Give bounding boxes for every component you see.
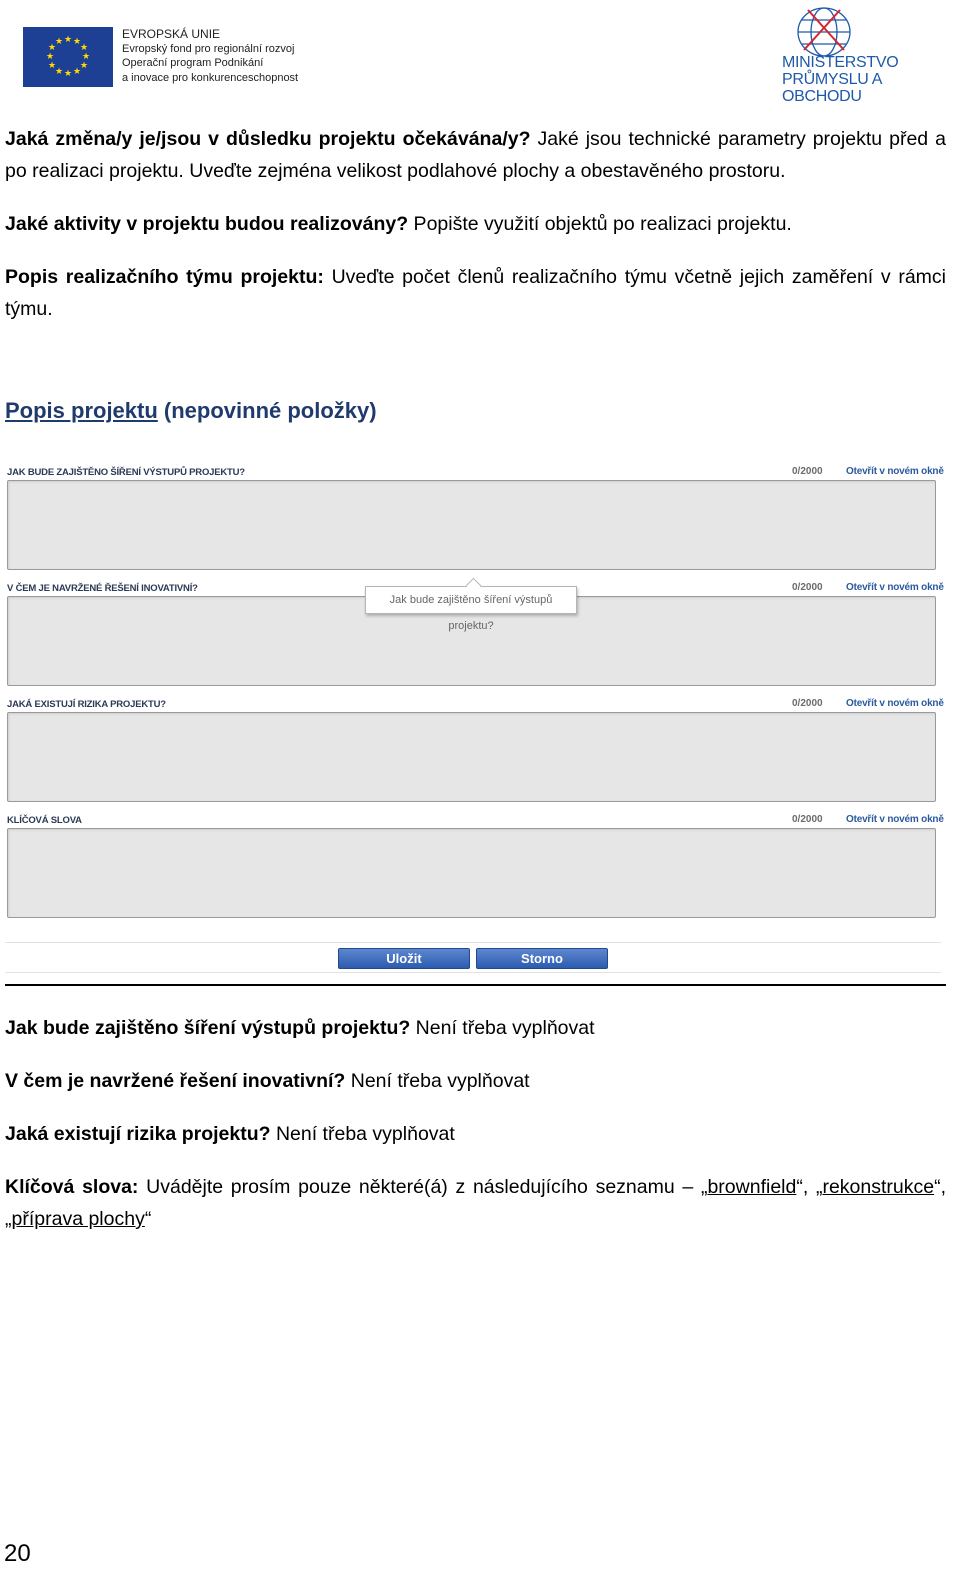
question-text: Popište využití objektů po realizaci projektu. (408, 213, 792, 235)
svg-text:★: ★ (72, 37, 82, 47)
paragraph-expected-change (5, 123, 946, 187)
note-bold: Jaká existují rizika projektu? (5, 1123, 271, 1145)
cancel-button[interactable]: Storno (476, 948, 608, 969)
separator: “, „ (796, 1176, 823, 1198)
keyword-rekonstrukce-link[interactable]: rekonstrukce (822, 1176, 935, 1198)
field-tooltip: Jak bude zajištěno šíření výstupů projektu? (365, 586, 577, 614)
svg-text:★: ★ (79, 43, 89, 53)
separator: “, „ (5, 1176, 947, 1230)
eu-line-1: EVROPSKÁ UNIE (122, 27, 221, 41)
svg-text:★: ★ (79, 61, 89, 71)
svg-text:★: ★ (47, 61, 57, 71)
page-number: 20 (4, 1540, 31, 1567)
open-new-window-link[interactable]: Otevřít v novém okně (846, 466, 944, 477)
keyword-priprava-plochy-link[interactable]: příprava plochy (11, 1208, 145, 1230)
keywords-textarea[interactable] (7, 828, 936, 918)
open-new-window-link[interactable]: Otevřít v novém okně (846, 582, 944, 593)
eu-line-4: a inovace pro konkurenceschopnost (122, 71, 299, 84)
section-title (5, 398, 377, 424)
note-dissemination (5, 1012, 946, 1044)
eu-program-text (122, 27, 298, 85)
char-counter: 0/2000 (792, 466, 823, 477)
button-bar-divider (5, 972, 941, 973)
open-new-window-link[interactable]: Otevřít v novém okně (846, 698, 944, 709)
field-label-innovation: V ČEM JE NAVRŽENÉ ŘEŠENÍ INOVATIVNÍ? (7, 583, 198, 594)
button-bar-divider (5, 942, 941, 943)
note-bold: V čem je navržené řešení inovativní? (5, 1070, 346, 1092)
ministry-line-1: MINISTERSTVO (782, 54, 899, 71)
char-counter: 0/2000 (792, 698, 823, 709)
question-bold: Jaké aktivity v projektu budou realizovány? (5, 213, 409, 235)
risks-textarea[interactable] (7, 712, 936, 802)
ministry-line-2: PRŮMYSLU A OBCHODU (782, 71, 882, 105)
closing-quote: “ (144, 1208, 152, 1230)
field-label-dissemination: JAK BUDE ZAJIŠTĚNO ŠÍŘENÍ VÝSTUPŮ PROJEKTU? (7, 467, 245, 478)
eu-line-2: Evropský fond pro regionální rozvoj (122, 42, 295, 55)
open-new-window-link[interactable]: Otevřít v novém okně (846, 814, 944, 825)
question-bold: Popis realizačního týmu projektu: (5, 266, 324, 288)
field-label-risks: JAKÁ EXISTUJÍ RIZIKA PROJEKTU? (7, 699, 166, 710)
question-bold: Jaká změna/y je/jsou v důsledku projektu očekávána/y? (5, 128, 531, 150)
svg-text:★: ★ (63, 69, 73, 79)
paragraph-activities (5, 208, 946, 240)
svg-text:★: ★ (54, 67, 64, 77)
note-risks (5, 1118, 946, 1150)
field-label-keywords: KLÍČOVÁ SLOVA (7, 815, 82, 826)
note-innovation (5, 1065, 946, 1097)
note-keywords (5, 1171, 946, 1235)
horizontal-rule (5, 984, 946, 986)
question-text: Jaké jsou technické parametry projektu před a po realizaci projektu. Uveďte zejména velikost podlahové plochy a obestavěného prostoru. (5, 128, 946, 182)
paragraph-team (5, 261, 946, 325)
keyword-brownfield-link[interactable]: brownfield (707, 1176, 797, 1198)
save-button[interactable]: Uložit (338, 948, 470, 969)
section-title-rest: (nepovinné položky) (157, 398, 377, 423)
note-text: Uvádějte prosím pouze některé(á) z následujícího seznamu – „ (138, 1176, 708, 1198)
note-text: Není třeba vyplňovat (345, 1070, 530, 1092)
section-title-main: Popis projektu (5, 398, 158, 423)
char-counter: 0/2000 (792, 814, 823, 825)
svg-text:★: ★ (63, 35, 73, 45)
ministry-name (782, 54, 960, 105)
svg-text:★: ★ (72, 67, 82, 77)
svg-text:★: ★ (54, 37, 64, 47)
svg-text:★: ★ (81, 52, 91, 62)
svg-text:★: ★ (47, 43, 57, 53)
note-bold: Jak bude zajištěno šíření výstupů projektu? (5, 1017, 411, 1039)
question-text: Uveďte počet členů realizačního týmu včetně jejich zaměření v rámci týmu. (5, 266, 946, 320)
eu-flag-logo (23, 27, 113, 87)
note-text: Není třeba vyplňovat (410, 1017, 595, 1039)
eu-line-3: Operační program Podnikání (122, 57, 264, 69)
char-counter: 0/2000 (792, 582, 823, 593)
note-bold: Klíčová slova: (5, 1176, 139, 1198)
note-text: Není třeba vyplňovat (270, 1123, 455, 1145)
svg-text:★: ★ (45, 52, 55, 62)
dissemination-textarea[interactable] (7, 480, 936, 570)
